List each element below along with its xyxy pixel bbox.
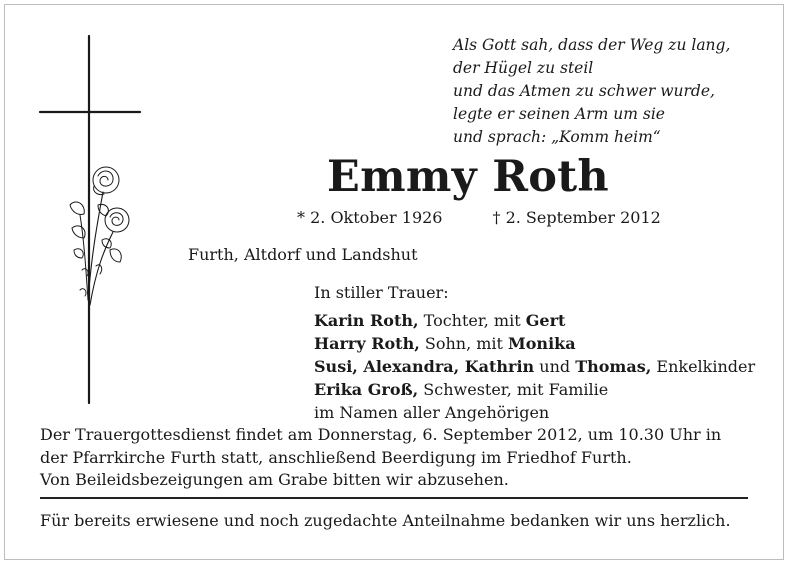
deceased-name-row [0, 152, 790, 202]
service-info [40, 424, 721, 492]
mourner-line [314, 355, 755, 378]
divider [40, 497, 748, 499]
poem-line: und das Atmen zu schwer wurde, [453, 82, 715, 100]
poem-line: legte er seinen Arm um sie [453, 105, 665, 123]
mourner-relation: Enkelkinder [651, 357, 756, 376]
mourner-name: Karin Roth, [314, 311, 419, 330]
poem-line: Als Gott sah, dass der Weg zu lang, [453, 36, 731, 54]
poem-line: und sprach: „Komm heim“ [453, 128, 661, 146]
death-date: † 2. September 2012 [492, 208, 661, 227]
thanks-line: Für bereits erwiesene und noch zugedachte Anteilnahme bedanken wir uns herzlich. [40, 511, 731, 530]
mourner-line [314, 332, 755, 355]
birth-date: * 2. Oktober 1926 [297, 208, 443, 227]
poem [453, 34, 730, 149]
service-line: der Pfarrkirche Furth statt, anschließend Beerdigung im Friedhof Furth. [40, 447, 632, 467]
mourner-name: Erika Groß, [314, 380, 419, 399]
mourner-partner: Monika [508, 334, 576, 353]
mourner-name: Thomas, [575, 357, 652, 376]
mourner-relation: Schwester, mit Familie [418, 380, 609, 399]
mourner-relation: Sohn, mit [419, 334, 509, 353]
mourners-intro: In stiller Trauer: [314, 283, 449, 302]
poem-line: der Hügel zu steil [453, 59, 594, 77]
mourner-line [314, 378, 755, 401]
service-line: Der Trauergottesdienst findet am Donnerstag, 6. September 2012, um 10.30 Uhr in [40, 425, 722, 444]
mourner-name: Harry Roth, [314, 334, 420, 353]
mourner-name: Susi, Alexandra, Kathrin [314, 357, 535, 376]
service-line: Von Beileidsbezeigungen am Grabe bitten wir abzusehen. [40, 470, 509, 489]
deceased-name: Emmy Roth [327, 152, 609, 202]
life-dates [297, 208, 661, 227]
mourner-line [314, 309, 755, 332]
mourner-conjunction: und [534, 357, 576, 376]
mourner-partner: Gert [525, 311, 566, 330]
places: Furth, Altdorf und Landshut [188, 245, 418, 264]
mourner-relation: Tochter, mit [418, 311, 526, 330]
mourner-line: im Namen aller Angehörigen [314, 403, 550, 422]
mourners-list [314, 281, 755, 424]
